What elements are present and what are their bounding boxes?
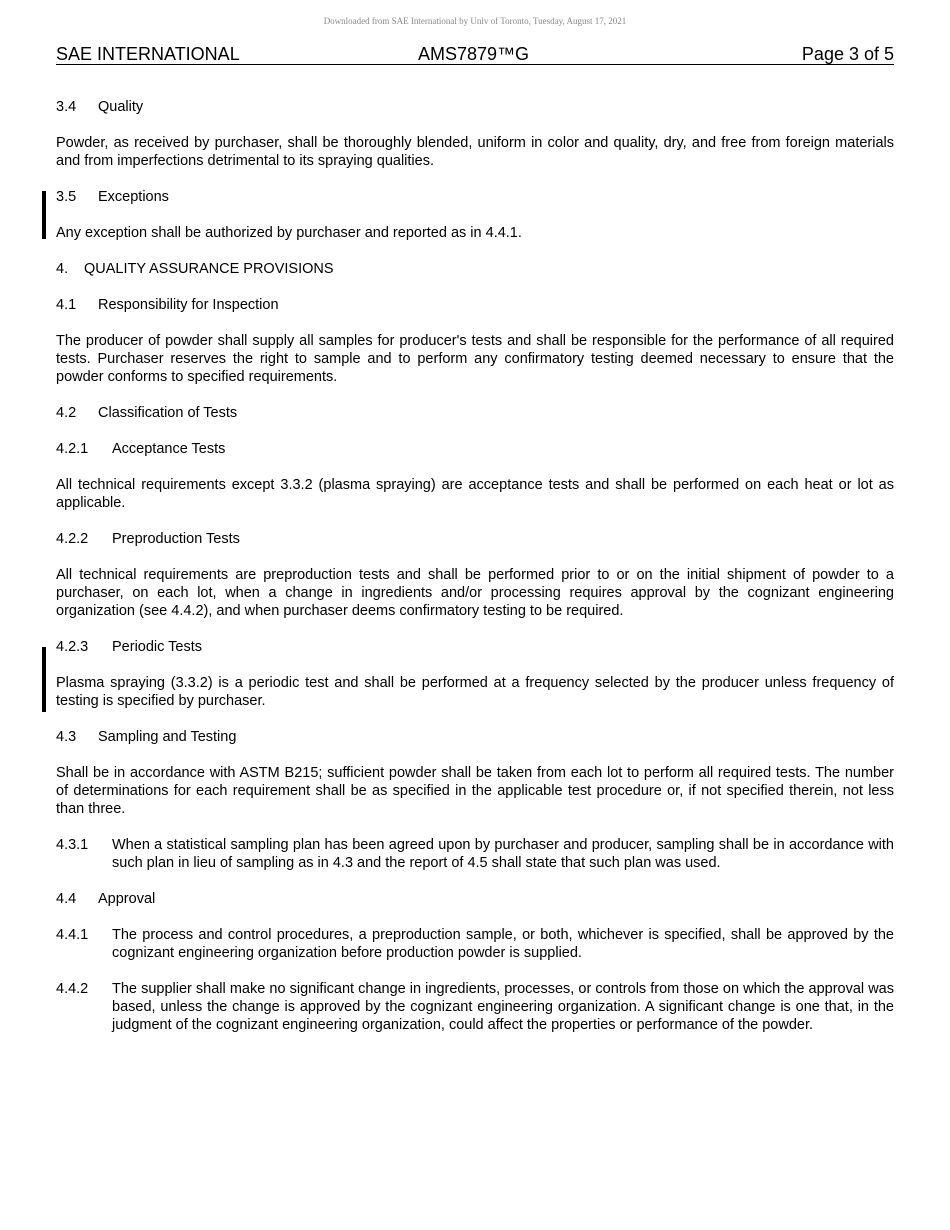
section-title: Preproduction Tests: [112, 531, 240, 547]
section-number: 3.4: [56, 99, 77, 115]
clause-text: The process and control procedures, a preproduction sample, or both, whichever is specified, shall be approved by the cognizant engineering organization before production powder is supplied.: [112, 927, 894, 961]
section-number: 4.2.2: [56, 531, 89, 547]
paragraph: Plasma spraying (3.3.2) is a periodic test and shall be performed at a frequency selected by the producer unless frequency of testing is specified by purchaser.: [56, 675, 894, 709]
clause-number: 4.3.1: [56, 837, 89, 853]
numbered-clause: [56, 980, 894, 1034]
clause-number: 4.4.1: [56, 927, 89, 943]
section-title: Responsibility for Inspection: [98, 297, 279, 313]
revision-change-bar: [42, 647, 46, 712]
clause-text: When a statistical sampling plan has been agreed upon by purchaser and producer, sampling shall be in accordance with such plan in lieu of sampling as in 4.3 and the report of 4.5 shall state that such plan was used.: [112, 837, 894, 871]
section-title: Classification of Tests: [98, 405, 238, 421]
paragraph: Any exception shall be authorized by purchaser and reported as in 4.4.1.: [56, 225, 522, 241]
section-number: 4.: [56, 261, 69, 277]
page-header: [56, 44, 894, 65]
download-watermark: Downloaded from SAE International by Univ of Toronto, Tuesday, August 17, 2021: [323, 16, 627, 26]
section-heading: [56, 98, 894, 116]
paragraph: The producer of powder shall supply all samples for producer's tests and shall be responsible for the performance of all required tests. Purchaser reserves the right to sample and to perform any confirmatory testing deemed necessary to ensure that the powder conforms to specified requirements.: [56, 333, 894, 385]
paragraph: Shall be in accordance with ASTM B215; sufficient powder shall be taken from each lot to perform all required tests. The number of determinations for each requirement shall be as specified in the applicable test procedure or, if not specified therein, not less than three.: [56, 765, 894, 817]
section-heading: [56, 728, 894, 746]
section-number: 4.4: [56, 891, 77, 907]
document-body: [56, 98, 894, 1052]
section-heading: [56, 296, 894, 314]
section-title: Periodic Tests: [112, 639, 202, 655]
section-heading: [56, 260, 894, 278]
section-title: Exceptions: [98, 189, 169, 205]
section-title: Quality: [98, 99, 144, 115]
header-page-number: Page 3 of 5: [801, 44, 894, 64]
section-number: 4.3: [56, 729, 77, 745]
section-heading: [56, 530, 894, 548]
paragraph: All technical requirements are preproduction tests and shall be performed prior to or on the initial shipment of powder to a purchaser, on each lot, when a change in ingredients and/or processing requires approval by the cognizant engineering organization (see 4.4.2), and when purchaser deems confirmatory testing to be required.: [56, 567, 894, 619]
header-doc-number: AMS7879™G: [418, 44, 530, 64]
section-title: Acceptance Tests: [112, 441, 226, 457]
numbered-clause: [56, 836, 894, 872]
paragraph: All technical requirements except 3.3.2 (plasma spraying) are acceptance tests and shall be performed on each heat or lot as applicable.: [56, 477, 894, 511]
numbered-clause: [56, 926, 894, 962]
section-heading: [56, 188, 894, 206]
section-heading: [56, 890, 894, 908]
section-number: 4.1: [56, 297, 77, 313]
section-title: Sampling and Testing: [98, 729, 237, 745]
section-number: 4.2.3: [56, 639, 89, 655]
section-heading: [56, 440, 894, 458]
section-heading: [56, 638, 894, 656]
clause-text: The supplier shall make no significant change in ingredients, processes, or controls from those on which the approval was based, unless the change is approved by the cognizant engineering organization. A significant change is one that, in the judgment of the cognizant engineering organization, could affect the properties or performance of the powder.: [112, 981, 894, 1033]
section-number: 4.2: [56, 405, 77, 421]
paragraph: Powder, as received by purchaser, shall be thoroughly blended, uniform in color and quality, dry, and free from foreign materials and from imperfections detrimental to its spraying qualities.: [56, 135, 894, 169]
revision-change-bar: [42, 191, 46, 239]
section-number: 4.2.1: [56, 441, 89, 457]
section-number: 3.5: [56, 189, 77, 205]
section-heading: [56, 404, 894, 422]
header-org: SAE INTERNATIONAL: [56, 44, 240, 64]
section-title: QUALITY ASSURANCE PROVISIONS: [84, 261, 334, 277]
clause-number: 4.4.2: [56, 981, 89, 997]
section-title: Approval: [98, 891, 156, 907]
